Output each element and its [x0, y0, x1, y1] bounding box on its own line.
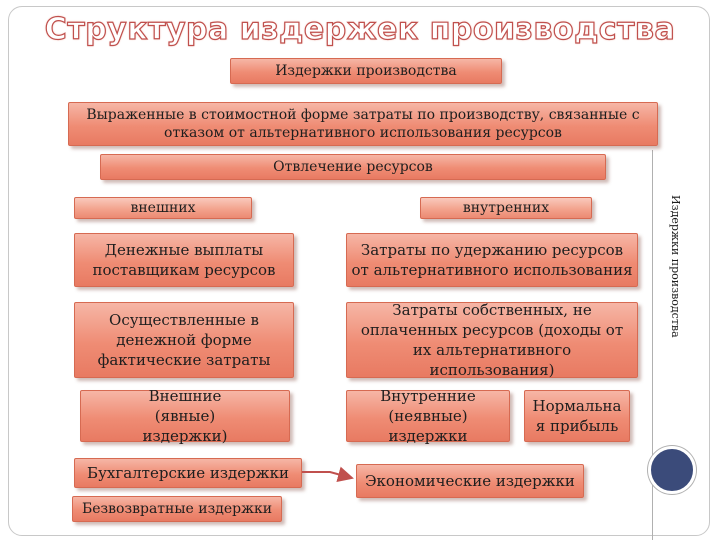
box-diversion: Отвлечение ресурсов — [100, 154, 606, 180]
box-economic-costs: Экономические издержки — [356, 464, 584, 498]
box-retention-costs: Затраты по удержанию ресурсов от альтернативного использования — [346, 233, 638, 287]
box-header: Издержки производства — [230, 58, 502, 84]
box-implicit-costs: Внутренние (неявные) издержки — [346, 390, 510, 442]
box-cash-payments: Денежные выплаты поставщикам ресурсов — [74, 233, 294, 287]
box-explicit-costs: Внешние (явные) издержки) — [80, 390, 290, 442]
box-actual-costs: Осуществленные в денежной форме фактические затраты — [74, 302, 294, 378]
box-sunk-costs: Безвозвратные издержки — [72, 496, 282, 522]
box-internal: внутренних — [420, 197, 592, 219]
box-own-resources: Затраты собственных, не оплаченных ресурсов (доходы от их альтернативного использования) — [346, 302, 638, 378]
slide-title: Структура издержек производства — [44, 12, 676, 47]
box-normal-profit: Нормальна я прибыль — [524, 390, 630, 442]
side-label: Издержки производства — [669, 195, 682, 338]
box-definition: Выраженные в стоимостной форме затраты по производству, связанные с отказом от альтернативного использования ресурсов — [68, 102, 658, 146]
box-accounting-costs: Бухгалтерские издержки — [74, 458, 302, 488]
slide-marker-circle — [648, 446, 696, 494]
box-external: внешних — [74, 197, 252, 219]
